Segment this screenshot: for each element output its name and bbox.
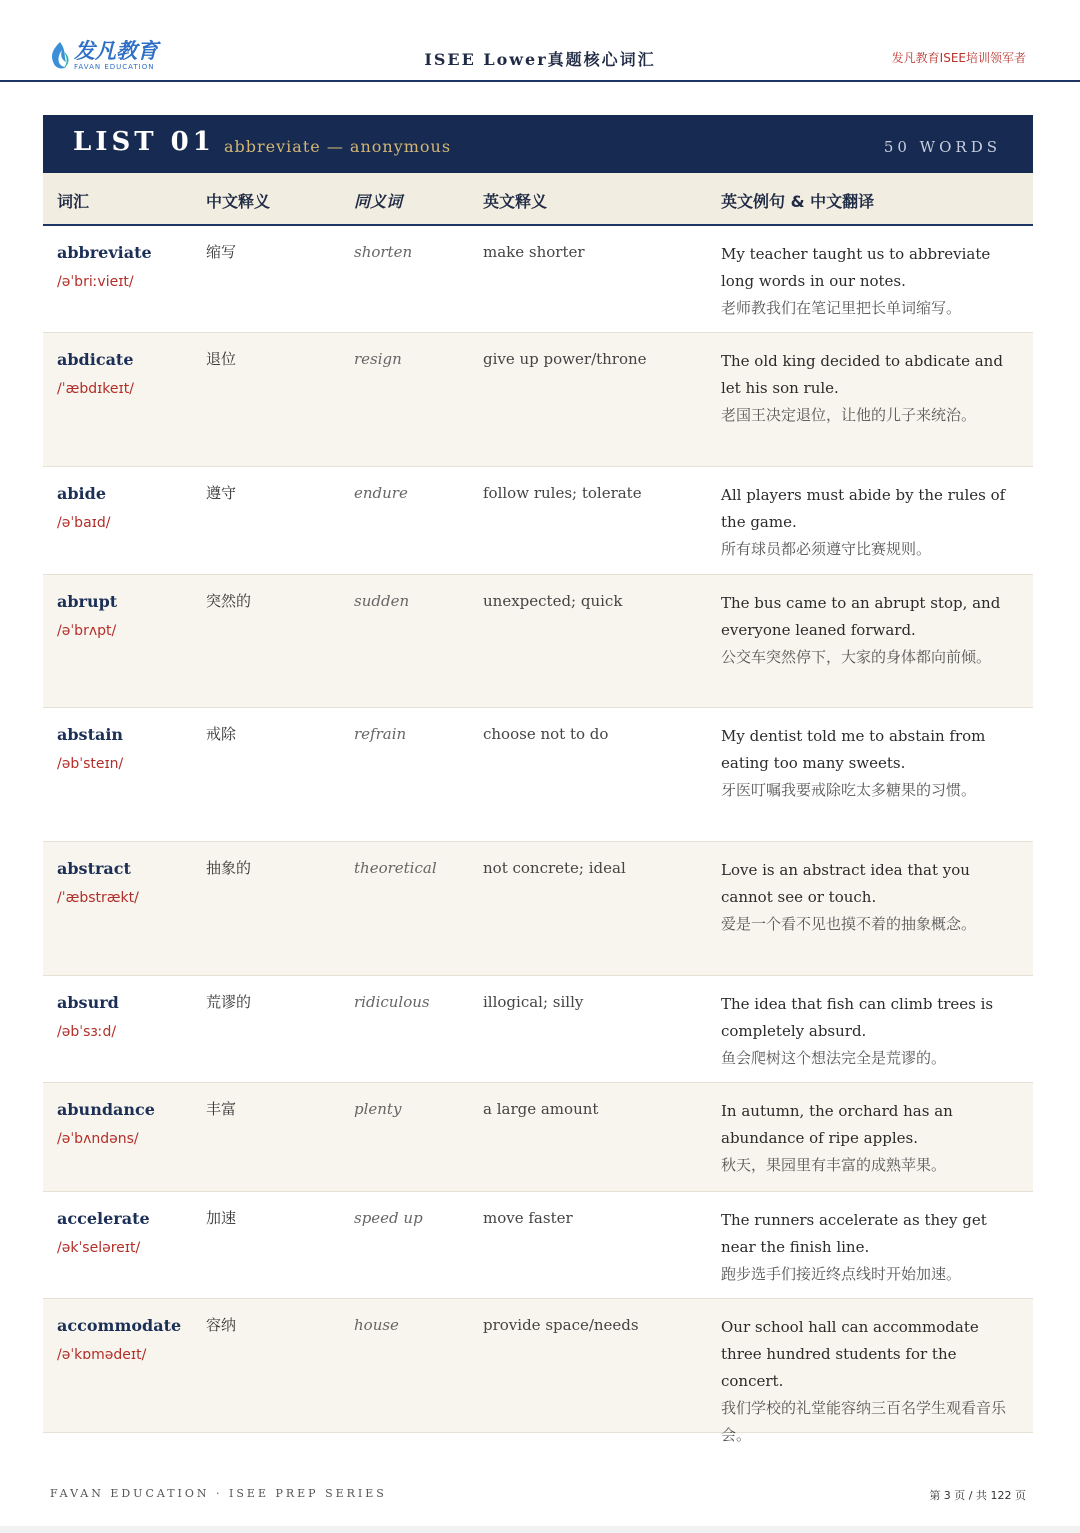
entry-phonetic: /əˈbʌndəns/ (57, 1131, 139, 1147)
entry-example (721, 991, 1023, 1072)
table-row (43, 575, 1033, 708)
example-chinese: 牙医叮嘱我要戒除吃太多糖果的习惯。 (721, 781, 977, 799)
logo-text-cn: 发凡教育 (74, 39, 158, 63)
entry-synonym: ridiculous (354, 993, 430, 1011)
entry-definition: provide space/needs (483, 1316, 639, 1334)
entry-example (721, 1207, 1023, 1288)
entry-chinese-meaning: 戒除 (206, 725, 237, 743)
entry-chinese-meaning: 突然的 (206, 592, 252, 610)
entry-synonym: resign (354, 350, 402, 368)
example-chinese: 公交车突然停下，大家的身体都向前倾。 (721, 648, 992, 666)
entry-synonym: plenty (354, 1100, 402, 1118)
entry-phonetic: /əˈbriːvieɪt/ (57, 274, 134, 290)
entry-synonym: speed up (354, 1209, 423, 1227)
header-tagline: 发凡教育ISEE培训领军者 (891, 51, 1026, 65)
entry-definition: make shorter (483, 243, 585, 261)
list-word-count: 50 WORDS (883, 138, 1001, 156)
entry-definition: a large amount (483, 1100, 599, 1118)
table-header (43, 173, 1033, 226)
example-english: The old king decided to abdicate and let his son rule. (721, 352, 1003, 397)
column-header-example: 英文例句 & 中文翻译 (721, 192, 875, 211)
table-row (43, 1192, 1033, 1299)
page-bottom-edge (0, 1526, 1080, 1533)
entry-example (721, 348, 1023, 429)
entry-word: abide (57, 484, 106, 503)
list-range: abbreviate — anonymous (224, 137, 452, 156)
example-chinese: 鱼会爬树这个想法完全是荒谬的。 (721, 1049, 947, 1067)
entry-word: abdicate (57, 350, 134, 369)
entry-definition: give up power/throne (483, 350, 647, 368)
entry-definition: move faster (483, 1209, 573, 1227)
table-row (43, 842, 1033, 976)
entry-chinese-meaning: 荒谬的 (206, 993, 252, 1011)
entry-word: abstract (57, 859, 131, 878)
entry-phonetic: /ˈæbdɪkeɪt/ (57, 381, 134, 397)
entry-synonym: shorten (354, 243, 413, 261)
example-english: All players must abide by the rules of the game. (721, 486, 1006, 531)
entry-example (721, 482, 1023, 563)
entry-word: abbreviate (57, 243, 152, 262)
page-number: 第 3 页 / 共 122 页 (929, 1489, 1026, 1502)
example-english: The bus came to an abrupt stop, and everyone leaned forward. (721, 594, 1001, 639)
entry-synonym: house (354, 1316, 399, 1334)
example-english: Our school hall can accommodate three hundred students for the concert. (721, 1318, 979, 1390)
entry-chinese-meaning: 加速 (206, 1209, 237, 1227)
entry-example (721, 723, 1023, 804)
logo-text-en: FAVAN EDUCATION (74, 63, 155, 71)
table-row (43, 226, 1033, 333)
entry-chinese-meaning: 丰富 (206, 1100, 237, 1118)
table-row (43, 976, 1033, 1083)
entry-chinese-meaning: 退位 (206, 350, 237, 368)
entry-synonym: theoretical (354, 859, 437, 877)
table-row (43, 1299, 1033, 1444)
entry-definition: not concrete; ideal (483, 859, 626, 877)
entry-word: abrupt (57, 592, 118, 611)
entry-phonetic: /əbˈsɜːd/ (57, 1024, 117, 1040)
example-english: The runners accelerate as they get near the finish line. (721, 1211, 987, 1256)
list-title: LIST 01 (73, 127, 215, 157)
example-chinese: 我们学校的礼堂能容纳三百名学生观看音乐会。 (721, 1399, 1007, 1444)
example-chinese: 所有球员都必须遵守比赛规则。 (721, 540, 932, 558)
entry-definition: unexpected; quick (483, 592, 623, 610)
entry-phonetic: /əˈbaɪd/ (57, 515, 111, 531)
column-header-synonym: 同义词 (354, 192, 403, 211)
entry-synonym: refrain (354, 725, 407, 743)
entry-definition: illogical; silly (483, 993, 584, 1011)
list-banner (43, 115, 1033, 173)
example-chinese: 秋天，果园里有丰富的成熟苹果。 (721, 1156, 947, 1174)
example-english: My teacher taught us to abbreviate long words in our notes. (721, 245, 991, 290)
document-title: ISEE Lower真题核心词汇 (424, 50, 656, 69)
entry-synonym: sudden (354, 592, 410, 610)
entry-phonetic: /əˈkɒmədeɪt/ (57, 1347, 147, 1363)
entry-phonetic: /əkˈseləreɪt/ (57, 1240, 141, 1256)
entry-synonym: endure (354, 484, 408, 502)
entry-phonetic: /əbˈsteɪn/ (57, 756, 124, 772)
entry-word: absurd (57, 993, 119, 1012)
entry-example (721, 241, 1023, 322)
entry-word: accelerate (57, 1209, 150, 1228)
entry-definition: follow rules; tolerate (483, 484, 642, 502)
page-header (0, 0, 1080, 82)
entry-example (721, 590, 1023, 671)
table-row (43, 333, 1033, 467)
entry-example (721, 1314, 1023, 1449)
entry-example (721, 857, 1023, 938)
entry-example (721, 1098, 1023, 1179)
entry-word: abundance (57, 1100, 155, 1119)
column-header-word: 词汇 (57, 192, 90, 211)
entry-word: abstain (57, 725, 124, 744)
entry-phonetic: /ˈæbstrækt/ (57, 890, 139, 906)
entry-chinese-meaning: 容纳 (206, 1316, 237, 1334)
example-chinese: 跑步选手们接近终点线时开始加速。 (721, 1265, 962, 1283)
footer-series: FAVAN EDUCATION · ISEE PREP SERIES (50, 1487, 387, 1500)
entry-word: accommodate (57, 1316, 182, 1335)
example-english: My dentist told me to abstain from eating too many sweets. (721, 727, 986, 772)
entry-phonetic: /əˈbrʌpt/ (57, 623, 117, 639)
entry-chinese-meaning: 遵守 (206, 484, 237, 502)
column-header-meaning: 中文释义 (206, 192, 271, 211)
example-english: In autumn, the orchard has an abundance of ripe apples. (721, 1102, 953, 1147)
column-header-definition: 英文释义 (483, 192, 548, 211)
example-chinese: 老师教我们在笔记里把长单词缩写。 (721, 299, 962, 317)
entry-chinese-meaning: 抽象的 (206, 859, 252, 877)
entry-chinese-meaning: 缩写 (206, 243, 237, 261)
example-english: The idea that fish can climb trees is completely absurd. (721, 995, 994, 1040)
table-row (43, 1083, 1033, 1192)
table-row (43, 467, 1033, 575)
entry-definition: choose not to do (483, 725, 609, 743)
example-chinese: 老国王决定退位，让他的儿子来统治。 (721, 406, 977, 424)
example-english: Love is an abstract idea that you cannot see or touch. (721, 861, 970, 906)
table-row (43, 708, 1033, 842)
example-chinese: 爱是一个看不见也摸不着的抽象概念。 (721, 915, 977, 933)
